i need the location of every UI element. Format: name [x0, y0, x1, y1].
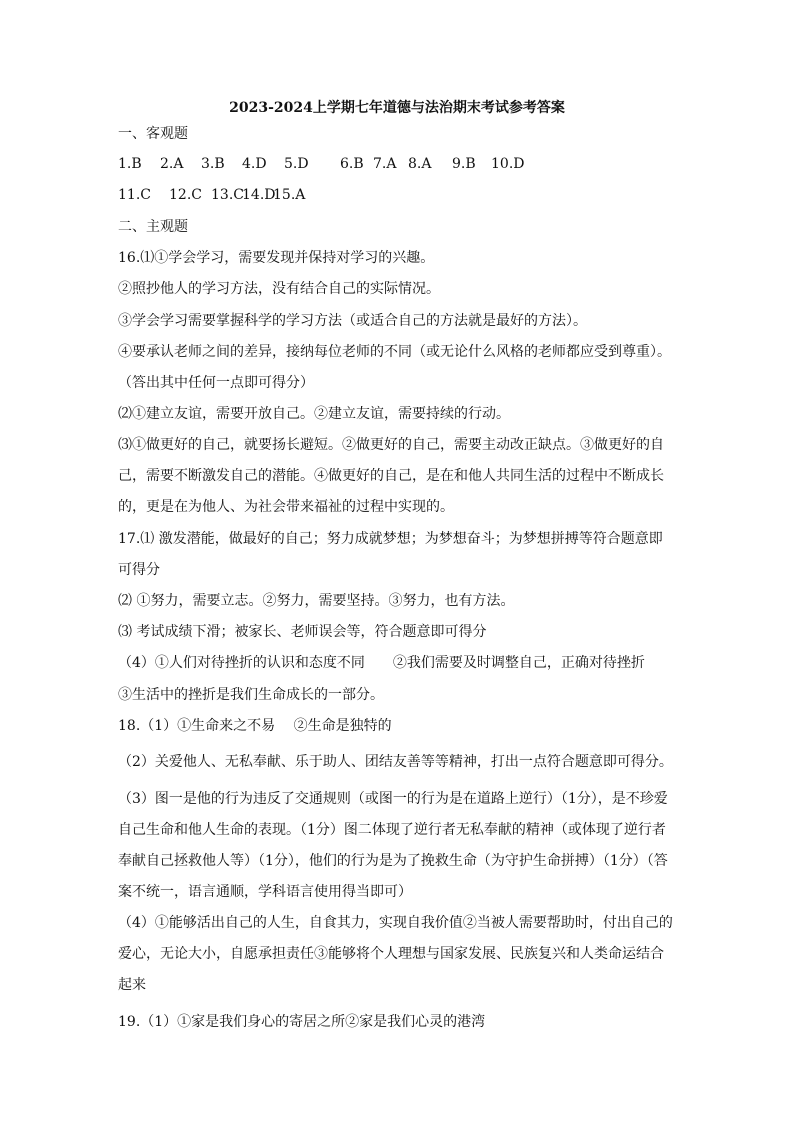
answer-line: （答出其中任何一点即可得分）	[118, 375, 314, 391]
answer-line: （4）①能够活出自己的人生，自食其力，实现自我价值②当被人需要帮助时，付出自己的	[118, 915, 673, 931]
answer-item: 2.A	[160, 156, 184, 172]
answer-item: 8.A	[408, 156, 432, 172]
answer-item: 14.D	[242, 187, 276, 203]
answer-line: 19.（1）①家是我们身心的寄居之所②家是我们心灵的港湾	[118, 1014, 486, 1030]
answer-item: 3.B	[201, 156, 225, 172]
answer-line: 的，更是在为他人、为社会带来福祉的过程中实现的。	[118, 499, 454, 515]
answer-line: 案不统一，语言通顺，学科语言使用得当即可）	[118, 884, 412, 900]
answer-line: （4）①人们对待挫折的认识和态度不同 ②我们需要及时调整自己，正确对待挫折	[118, 655, 645, 671]
answer-line: 可得分	[118, 562, 160, 578]
answer-item: 12.C	[169, 187, 202, 203]
answer-line: ⑵①建立友谊，需要开放自己。②建立友谊，需要持续的行动。	[118, 406, 510, 422]
answer-item: 6.B	[340, 156, 364, 172]
section-heading-subjective: 二、主观题	[118, 219, 188, 235]
answer-line: 奉献自己拯救他人等）（1分），他们的行为是为了挽救生命（为守护生命拼搏）（1分）（答	[118, 853, 668, 869]
answer-line: 己，需要不断激发自己的潜能。④做更好的自己，是在和他人共同生活的过程中不断成长	[118, 468, 664, 484]
answer-line: ③学会学习需要掌握科学的学习方法（或适合自己的方法就是最好的方法）。	[118, 313, 587, 329]
answer-item: 1.B	[118, 156, 142, 172]
answer-line: ③生活中的挫折是我们生命成长的一部分。	[118, 687, 384, 703]
answer-line: 爱心，无论大小，自愿承担责任③能够将个人理想与国家发展、民族复兴和人类命运结合	[118, 946, 664, 962]
answer-line: （3）图一是他的行为违反了交通规则（或图一的行为是在道路上逆行）（1分），是不珍爱	[118, 791, 668, 807]
answer-item: 9.B	[452, 156, 476, 172]
answer-line: 起来	[118, 977, 146, 993]
answer-item: 7.A	[373, 156, 397, 172]
answer-line: ⑵ ①努力，需要立志。②努力，需要坚持。③努力，也有方法。	[118, 593, 515, 609]
answer-line: 17.⑴ 激发潜能，做最好的自己；努力成就梦想；为梦想奋斗；为梦想拼搏等符合题意即	[118, 531, 663, 547]
answer-item: 5.D	[284, 156, 309, 172]
answer-item: 13.C	[211, 187, 244, 203]
answer-line: 自己生命和他人生命的表现。（1分）图二体现了逆行者无私奉献的精神（或体现了逆行者	[118, 822, 666, 838]
answer-item: 11.C	[118, 187, 151, 203]
section-heading-objective: 一、客观题	[118, 126, 188, 142]
answer-line: ⑶ 考试成绩下滑；被家长、老师误会等，符合题意即可得分	[118, 624, 487, 640]
answer-line: （2）关爱他人、无私奉献、乐于助人、团结友善等等精神，打出一点符合题意即可得分。	[118, 754, 673, 770]
document-title: 2023-2024上学期七年道德与法治期末考试参考答案	[229, 100, 565, 116]
answer-item: 10.D	[491, 156, 525, 172]
answer-line: 16.⑴①学会学习，需要发现并保持对学习的兴趣。	[118, 250, 435, 266]
answer-item: 4.D	[242, 156, 267, 172]
answer-line: ④要承认老师之间的差异，接纳每位老师的不同（或无论什么风格的老师都应受到尊重）。	[118, 344, 671, 360]
answer-line: ②照抄他人的学习方法，没有结合自己的实际情况。	[118, 281, 440, 297]
answer-line: ⑶①做更好的自己，就要扬长避短。②做更好的自己，需要主动改正缺点。③做更好的自	[118, 437, 664, 453]
answer-line: 18.（1）①生命来之不易 ②生命是独特的	[118, 718, 392, 734]
answer-item: 15.A	[273, 187, 306, 203]
